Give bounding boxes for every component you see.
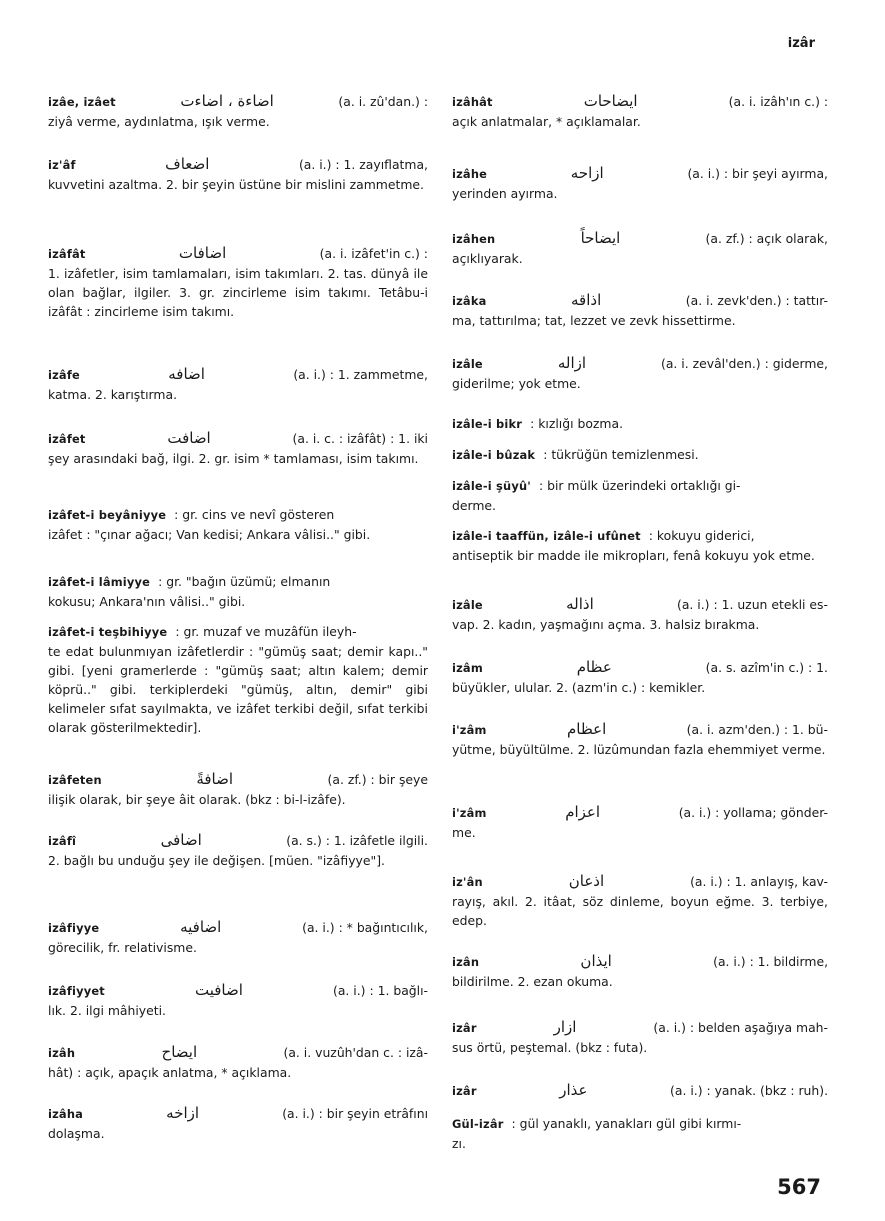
entry-first-line [452,526,828,546]
entry-first-line [452,291,828,311]
entry-grammar: : gr. "bağın üzümü; elmanın [158,574,331,589]
entry-headword: izâfet-i lâmiyye [48,575,151,589]
page-number: 567 [777,1175,821,1199]
entry-headword: izâfiyyet [48,984,105,998]
entry-definition: kuvvetini azaltma. 2. bir şeyin üstüne bir mislini zammetme. [48,177,424,192]
entry-definition: yerinden ayırma. [452,186,558,201]
dictionary-entry [452,291,828,330]
dictionary-entry [48,92,428,131]
entry-headword: izâr [452,1021,477,1035]
dictionary-entry [452,658,828,697]
dictionary-entry [452,164,828,203]
entry-first-line [48,1104,428,1124]
entry-arabic-script: اذاله [566,595,594,613]
entry-grammar: (a. i.) : bir şeyi ayırma, [687,166,828,181]
entry-first-line [48,622,428,642]
entry-grammar: (a. i.) : yanak. (bkz : ruh). [670,1083,829,1098]
entry-grammar: : gr. cins ve nevî gösteren [174,507,335,522]
entry-grammar: (a. i.) : 1. anlayış, kav- [690,874,829,889]
entry-definition: şey arasındaki bağ, ilgi. 2. gr. isim * tamlaması, isim takımı. [48,451,419,466]
dictionary-entry [452,476,828,515]
dictionary-entry [48,770,428,809]
entry-first-line [48,155,428,175]
entry-definition: ma, tattırılma; tat, lezzet ve zevk hissettirme. [452,313,736,328]
entry-grammar: (a. i. izâh'ın c.) : [728,94,829,109]
entry-headword: izâfet-i teşbihiyye [48,625,168,639]
entry-headword: izâr [452,1084,477,1098]
entry-definition: lık. 2. ilgi mâhiyeti. [48,1003,166,1018]
entry-definition: görecilik, fr. relativisme. [48,940,197,955]
entry-headword: izâfeten [48,773,102,787]
entry-definition: te edat bulunmıyan izâfetlerdir : "gümüş saat; demir kapı.." gibi. [yeni gramerlerde : "gümüş saat; altın kalem; demir köprü.." gibi. terkiplerdeki "gümüş, altın, demir" gibi kelimeler sıfat sayılmakta, ve izâfet terkibi değil, sıfat terkibi olarak gösterilmektedir]. [48,644,428,735]
entry-arabic-script: اذاقه [571,291,602,309]
entry-grammar: : gül yanaklı, yanakları gül gibi kırmı- [511,1116,742,1131]
entry-headword: izâle-i bûzak [452,448,536,462]
entry-first-line [452,92,828,112]
entry-headword: Gül-izâr [452,1117,504,1131]
entry-headword: izâfî [48,834,77,848]
entry-headword: iz'ân [452,875,483,889]
entry-definition: büyükler, ulular. 2. (azm'in c.) : kemikler. [452,680,706,695]
entry-arabic-script: اضافه [168,365,205,383]
dictionary-entry [452,1114,828,1153]
entry-grammar: (a. i. azm'den.) : 1. bü- [686,722,828,737]
dictionary-entry [452,229,828,268]
entry-arabic-script: ايضاحات [583,92,638,110]
entry-arabic-script: ازاله [557,354,587,372]
entry-headword: izâhât [452,95,493,109]
entry-headword: izâle [452,357,483,371]
entry-first-line [48,572,428,592]
entry-definition: rayış, akıl. 2. itâat, söz dinleme, boyun eğme. 3. terbiye, edep. [452,894,828,928]
entry-arabic-script: اضافةً [196,770,233,788]
entry-first-line [48,981,428,1001]
entry-headword: izâfet [48,432,86,446]
entry-first-line [452,476,828,496]
dictionary-entry [452,1081,828,1101]
entry-grammar: (a. i.) : yollama; gönder- [678,805,828,820]
dictionary-entry [48,572,428,611]
entry-first-line [452,803,828,823]
entry-grammar: : tükrüğün temizlenmesi. [543,447,699,462]
entry-headword: izâhe [452,167,488,181]
entry-definition: me. [452,825,476,840]
entry-arabic-script: اضافت [167,429,211,447]
entry-first-line [48,244,428,264]
entry-definition: derme. [452,498,496,513]
entry-headword: izâe, izâet [48,95,116,109]
entry-grammar: : bir mülk üzerindeki ortaklığı gi- [538,478,741,493]
entry-first-line [48,92,428,112]
entry-arabic-script: اضافات [178,244,227,262]
entry-definition: yütme, büyültülme. 2. lüzûmundan fazla ehemmiyet verme. [452,742,826,757]
entry-first-line [452,658,828,678]
entry-grammar: (a. i.) : 1. uzun etekli es- [677,597,828,612]
dictionary-entry [48,429,428,468]
dictionary-entry [452,354,828,393]
entry-arabic-script: عذار [559,1081,588,1099]
entry-definition: katma. 2. karıştırma. [48,387,178,402]
entry-headword: izâm [452,661,483,675]
entry-definition: giderilme; yok etme. [452,376,581,391]
dictionary-entry [48,981,428,1020]
entry-first-line [452,229,828,249]
dictionary-entry [452,526,828,565]
dictionary-entry [48,1043,428,1082]
entry-arabic-script: اضافيت [195,981,243,999]
entry-definition: hât) : açık, apaçık anlatma, * açıklama. [48,1065,292,1080]
entry-arabic-script: اضافى [160,831,202,849]
dictionary-entry [452,595,828,634]
entry-definition: zı. [452,1136,466,1151]
entry-grammar: (a. i.) : 1. zayıflatma, [298,157,428,172]
dictionary-entry [452,803,828,842]
entry-grammar: (a. zf.) : açık olarak, [705,231,828,246]
dictionary-entry [452,445,828,465]
dictionary-entry [452,414,828,434]
entry-headword: izâle-i şüyû' [452,479,531,493]
entry-first-line [452,445,828,465]
entry-first-line [48,505,428,525]
dictionary-entry [48,155,428,194]
entry-first-line [452,1018,828,1038]
dictionary-entry [452,92,828,131]
entry-definition: dolaşma. [48,1126,105,1141]
entry-headword: iz'âf [48,158,76,172]
entry-grammar: (a. i.) : * bağıntıcılık, [302,920,428,935]
entry-grammar: (a. i. c. : izâfât) : 1. iki [292,431,429,446]
entry-grammar: (a. i.) : 1. bağlı- [333,983,429,998]
entry-headword: i'zâm [452,806,487,820]
entry-definition: kokusu; Ankara'nın vâlisi.." gibi. [48,594,246,609]
entry-definition: antiseptik bir madde ile mikropları, fenâ kokuyu yok etme. [452,548,815,563]
dictionary-entry [452,720,828,759]
entry-arabic-script: ازاحه [570,164,604,182]
dictionary-entry [48,505,428,544]
entry-grammar: (a. i. vuzûh'dan c. : izâ- [283,1045,428,1060]
dictionary-entry [48,918,428,957]
entry-headword: izâle [452,598,483,612]
entry-first-line [452,414,828,434]
entry-first-line [452,164,828,184]
entry-headword: izâha [48,1107,84,1121]
entry-arabic-script: اضافيه [180,918,222,936]
dictionary-entry [48,1104,428,1143]
entry-definition: 2. bağlı bu unduğu şey ile değişen. [müen. "izâfiyye"]. [48,853,385,868]
entry-grammar: (a. i. zevk'den.) : tattır- [685,293,828,308]
entry-definition: sus örtü, peştemal. (bkz : futa). [452,1040,648,1055]
entry-arabic-script: ازار [553,1018,577,1036]
entry-headword: izâfet-i beyâniyye [48,508,167,522]
entry-headword: izâle-i bikr [452,417,523,431]
dictionary-entry [452,952,828,991]
entry-grammar: (a. i. zevâl'den.) : giderme, [661,356,828,371]
entry-first-line [452,872,828,892]
running-header: izâr [787,36,815,51]
dictionary-entry [48,365,428,404]
entry-first-line [452,952,828,972]
entry-grammar: (a. i.) : 1. zammetme, [293,367,428,382]
entry-grammar: (a. i. izâfet'in c.) : [319,246,428,261]
dictionary-entry [48,244,428,321]
entry-headword: izâh [48,1046,76,1060]
dictionary-entry [48,622,428,737]
entry-grammar: (a. s.) : 1. izâfetle ilgili. [286,833,428,848]
dictionary-entry [452,872,828,930]
entry-definition: izâfet : "çınar ağacı; Van kedisi; Ankara vâlisi.." gibi. [48,527,371,542]
entry-headword: izâfe [48,368,80,382]
entry-grammar: : kokuyu giderici, [648,528,755,543]
entry-first-line [48,770,428,790]
entry-arabic-script: اضاءة ، اضاءت [180,92,274,110]
entry-grammar: : gr. muzaf ve muzâfün ileyh- [175,624,357,639]
entry-grammar: (a. i.) : bir şeyin etrâfını [282,1106,429,1121]
entry-grammar: (a. i. zû'dan.) : [338,94,429,109]
entry-headword: izâfât [48,247,86,261]
entry-arabic-script: اعزام [565,803,601,821]
entry-headword: izâle-i taaffün, izâle-i ufûnet [452,529,641,543]
entry-arabic-script: اذعان [568,872,605,890]
entry-grammar: : kızlığı bozma. [530,416,624,431]
entry-arabic-script: ازاخه [166,1104,200,1122]
entry-arabic-script: اعظام [566,720,607,738]
entry-definition: bildirilme. 2. ezan okuma. [452,974,613,989]
dictionary-entry [48,831,428,870]
entry-first-line [452,720,828,740]
entry-grammar: (a. zf.) : bir şeye [327,772,428,787]
entry-definition: vap. 2. kadın, yaşmağını açma. 3. halsiz bırakma. [452,617,760,632]
entry-first-line [48,429,428,449]
entry-arabic-script: اضعاف [165,155,210,173]
entry-headword: izâka [452,294,487,308]
entry-arabic-script: ايضاحاً [580,229,621,247]
entry-grammar: (a. i.) : belden aşağıya mah- [653,1020,828,1035]
entry-first-line [48,365,428,385]
entry-headword: izâfiyye [48,921,100,935]
entry-grammar: (a. s. azîm'in c.) : 1. [705,660,828,675]
entry-first-line [452,595,828,615]
entry-definition: 1. izâfetler, isim tamlamaları, isim takımları. 2. tas. dünyâ ile olan bağlar, ilgiler. 3. gr. zincirleme isim takımı. Tetâbu-i izâfât : zincirleme isim takımı. [48,266,428,319]
entry-first-line [452,354,828,374]
entry-headword: izâhen [452,232,496,246]
entry-arabic-script: ايذان [580,952,612,970]
entry-arabic-script: عظام [576,658,612,676]
entry-first-line [48,1043,428,1063]
entry-first-line [452,1081,828,1101]
entry-definition: ziyâ verme, aydınlatma, ışık verme. [48,114,270,129]
entry-headword: izân [452,955,480,969]
entry-definition: açıklıyarak. [452,251,523,266]
entry-first-line [48,918,428,938]
entry-definition: ilişik olarak, bir şeye âit olarak. (bkz : bi-l-izâfe). [48,792,346,807]
entry-definition: açık anlatmalar, * açıklamalar. [452,114,641,129]
entry-first-line [452,1114,828,1134]
dictionary-entry [452,1018,828,1057]
entry-arabic-script: ايضاح [161,1043,198,1061]
entry-grammar: (a. i.) : 1. bildirme, [713,954,829,969]
entry-first-line [48,831,428,851]
entry-headword: i'zâm [452,723,487,737]
